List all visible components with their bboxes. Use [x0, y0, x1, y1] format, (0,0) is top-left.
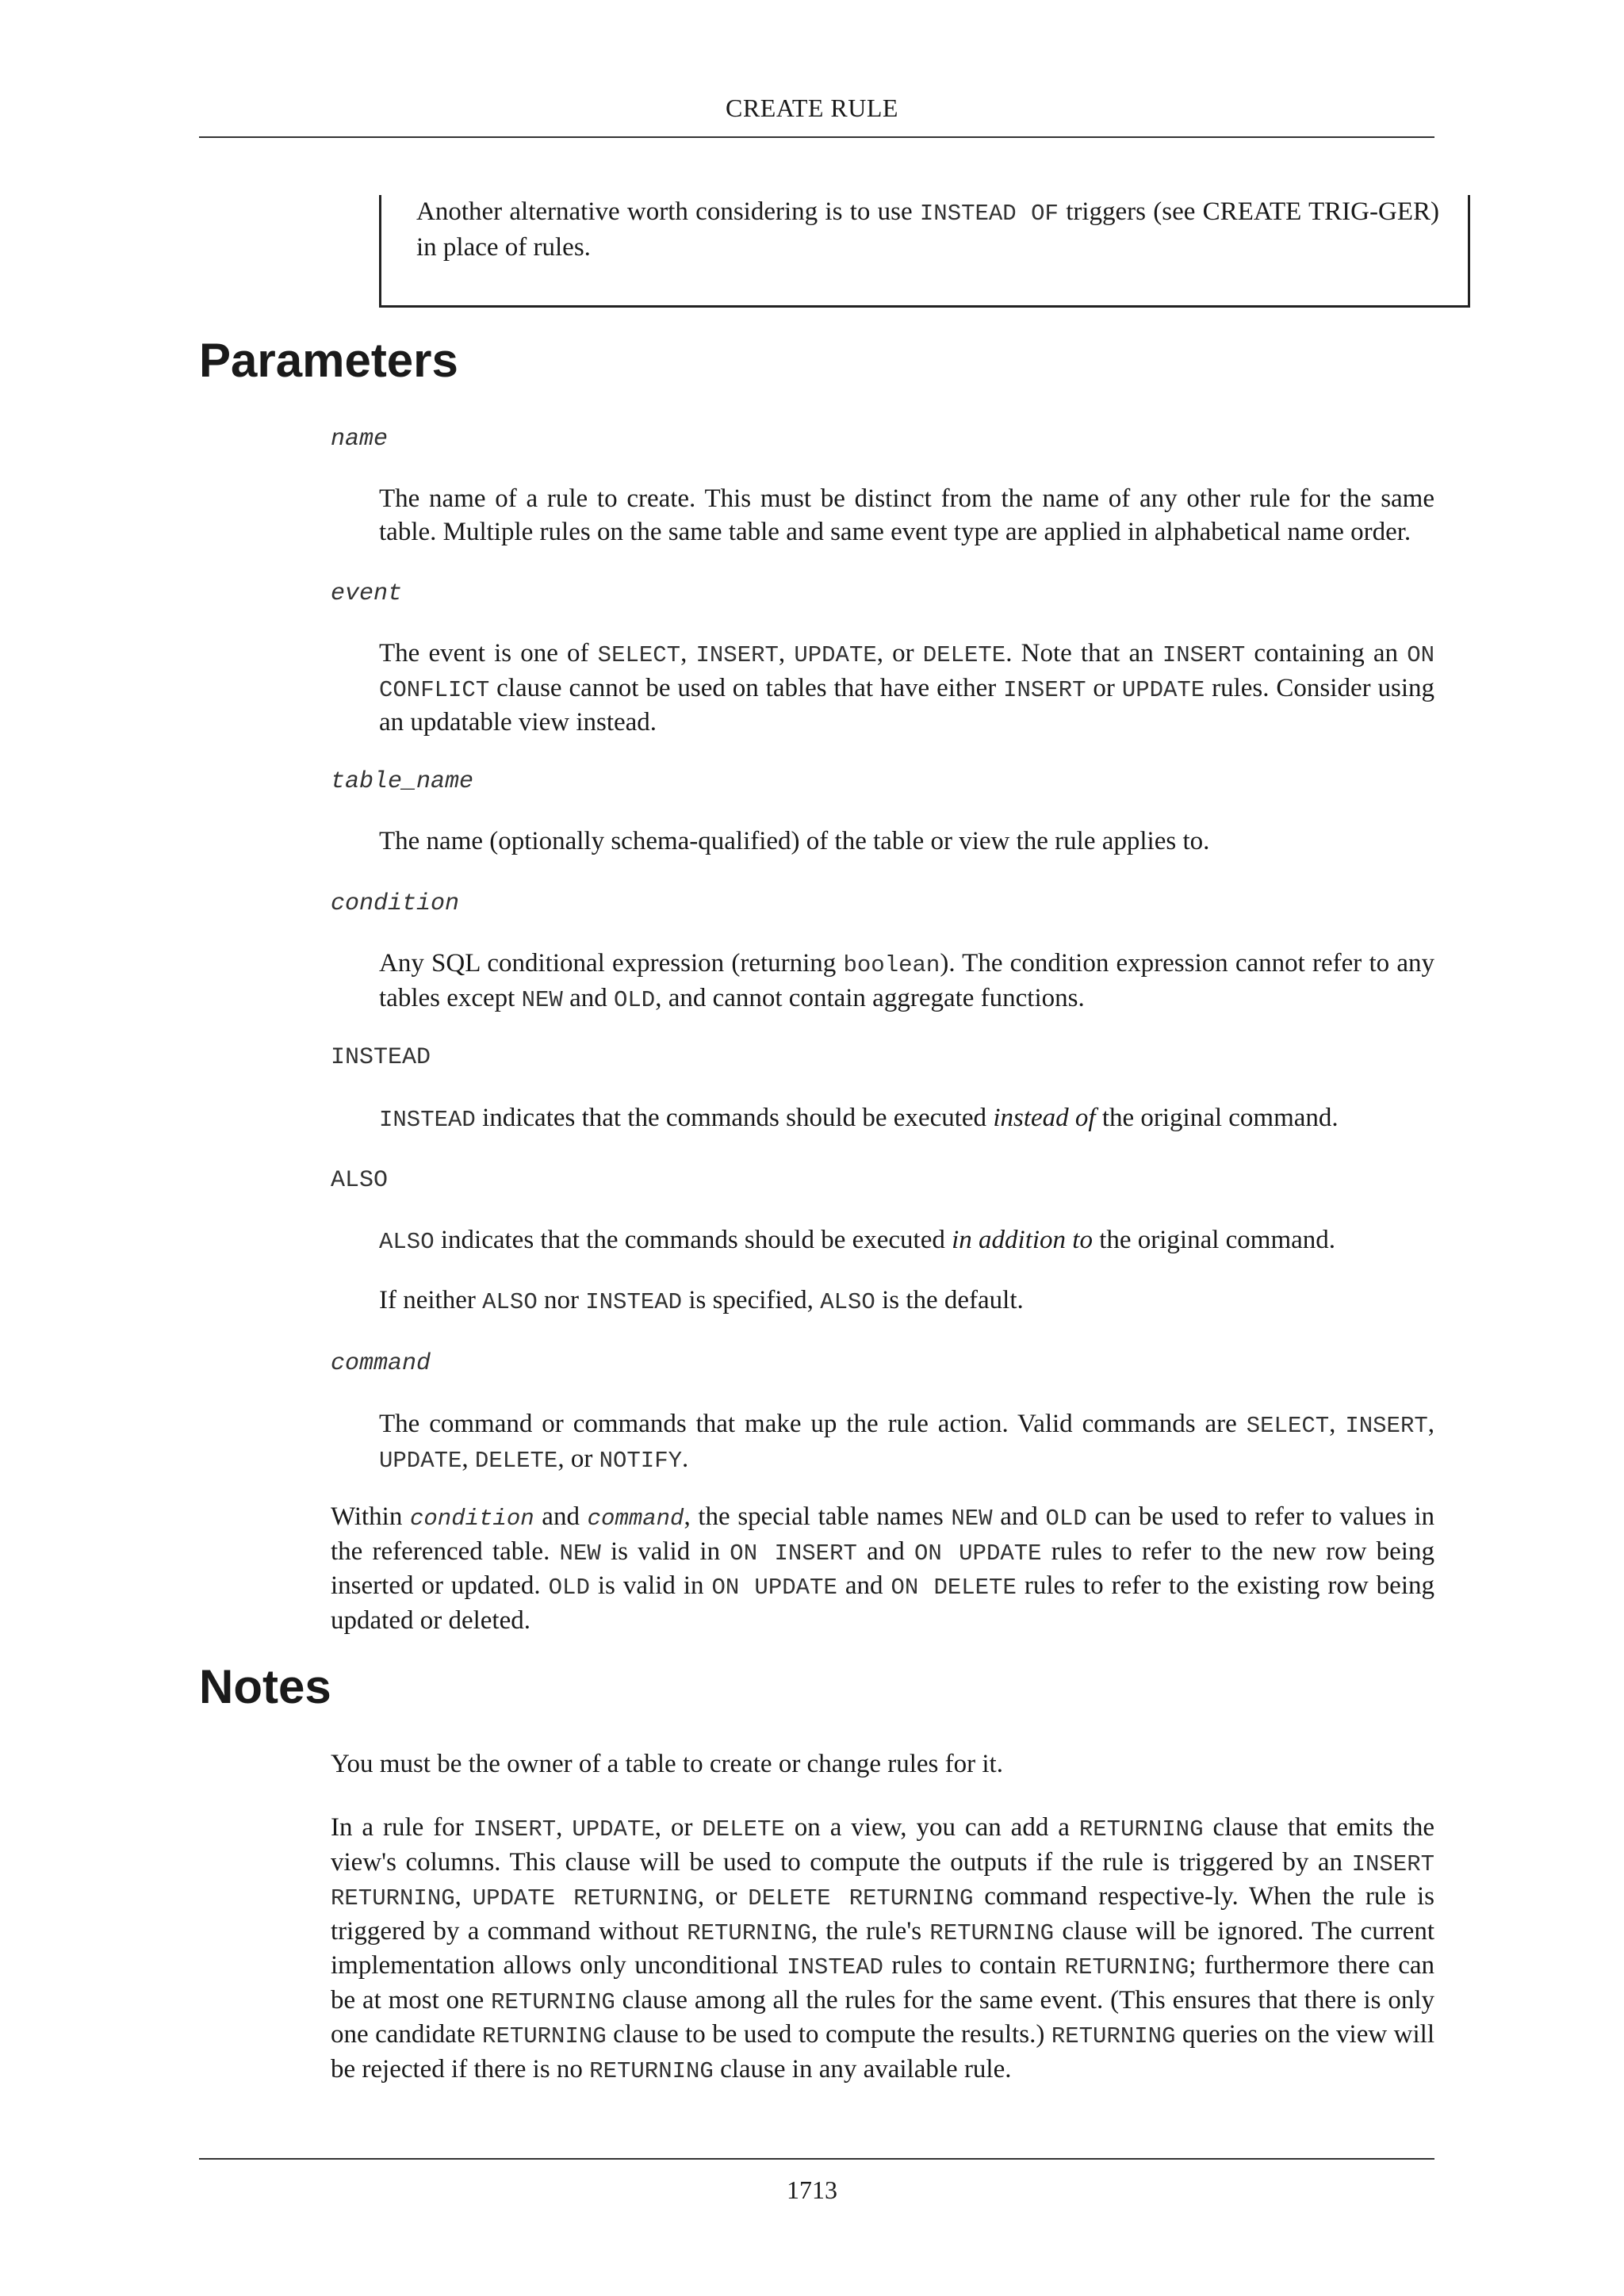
note-text: Another alternative worth considering is to use INSTEAD OF triggers (see CREATE TRIG-GER) in place of rules.: [416, 197, 1439, 262]
param-desc-instead: INSTEAD indicates that the commands should be executed instead of the original command.: [379, 1104, 1339, 1133]
notes-paragraph-1: You must be the owner of a table to create or change rules for it.: [331, 1750, 1003, 1778]
param-desc-name: The name of a rule to create. This must be distinct from the name of any other rule for the same table. Multiple rules on the same table and same event type are applied in alphabetical name order.: [379, 484, 1434, 546]
param-term-name: name: [331, 426, 389, 453]
param-term-also: ALSO: [331, 1167, 389, 1194]
notes-paragraph-2: In a rule for INSERT, UPDATE, or DELETE on a view, you can add a RETURNING clause that emits the view's columns. This clause will be used to compute the outputs if the rule is triggered by an INSERT RETURNING, UPDATE RETURNING, or DELETE RETURNING command respective-ly. When the rule is triggered by a command without RETURNING, the rule's RETURNING clause will be ignored. The current implementation allows only unconditional INSTEAD rules to contain RETURNING; furthermore there can be at most one RETURNING clause among all the rules for the same event. (This ensures that there is only one candidate RETURNING clause to be used to compute the results.) RETURNING queries on the view will be rejected if there is no RETURNING clause in any available rule.: [331, 1813, 1435, 2084]
param-desc-also-default: If neither ALSO nor INSTEAD is specified, ALSO is the default.: [379, 1286, 1024, 1315]
param-term-condition: condition: [331, 890, 460, 917]
param-within-paragraph: Within condition and command, the special table names NEW and OLD can be used to refer to values in the referenced table. NEW is valid in ON INSERT and ON UPDATE rules to refer to the new row being inserted or updated. OLD is valid in ON UPDATE and ON DELETE rules to refer to the existing row being updated or deleted.: [331, 1502, 1434, 1635]
footer-rule: [199, 2158, 1434, 2160]
header-rule: [199, 136, 1434, 138]
param-term-table-name: table_name: [331, 768, 474, 795]
param-term-event: event: [331, 580, 403, 607]
param-desc-event: The event is one of SELECT, INSERT, UPDATE, or DELETE. Note that an INSERT containing an ON CONFLICT clause cannot be used on tables that have either INSERT or UPDATE rules. Consider using an updatable view instead.: [379, 639, 1434, 737]
page-number: 1713: [787, 2175, 837, 2204]
note-box: [379, 195, 1470, 308]
param-desc-condition: Any SQL conditional expression (returning boolean). The condition expression cannot refer to any tables except NEW and OLD, and cannot contain aggregate functions.: [379, 949, 1434, 1013]
param-desc-also: ALSO indicates that the commands should be executed in addition to the original command.: [379, 1226, 1336, 1255]
notes-heading: Notes: [199, 1660, 331, 1713]
param-term-instead: INSTEAD: [331, 1044, 431, 1071]
param-desc-table-name: The name (optionally schema-qualified) of the table or view the rule applies to.: [379, 827, 1210, 855]
param-term-command: command: [331, 1350, 431, 1377]
parameters-heading: Parameters: [199, 334, 458, 387]
param-desc-command: The command or commands that make up the rule action. Valid commands are SELECT, INSERT, UPDATE, DELETE, or NOTIFY.: [379, 1410, 1435, 1474]
running-header: CREATE RULE: [726, 94, 898, 122]
